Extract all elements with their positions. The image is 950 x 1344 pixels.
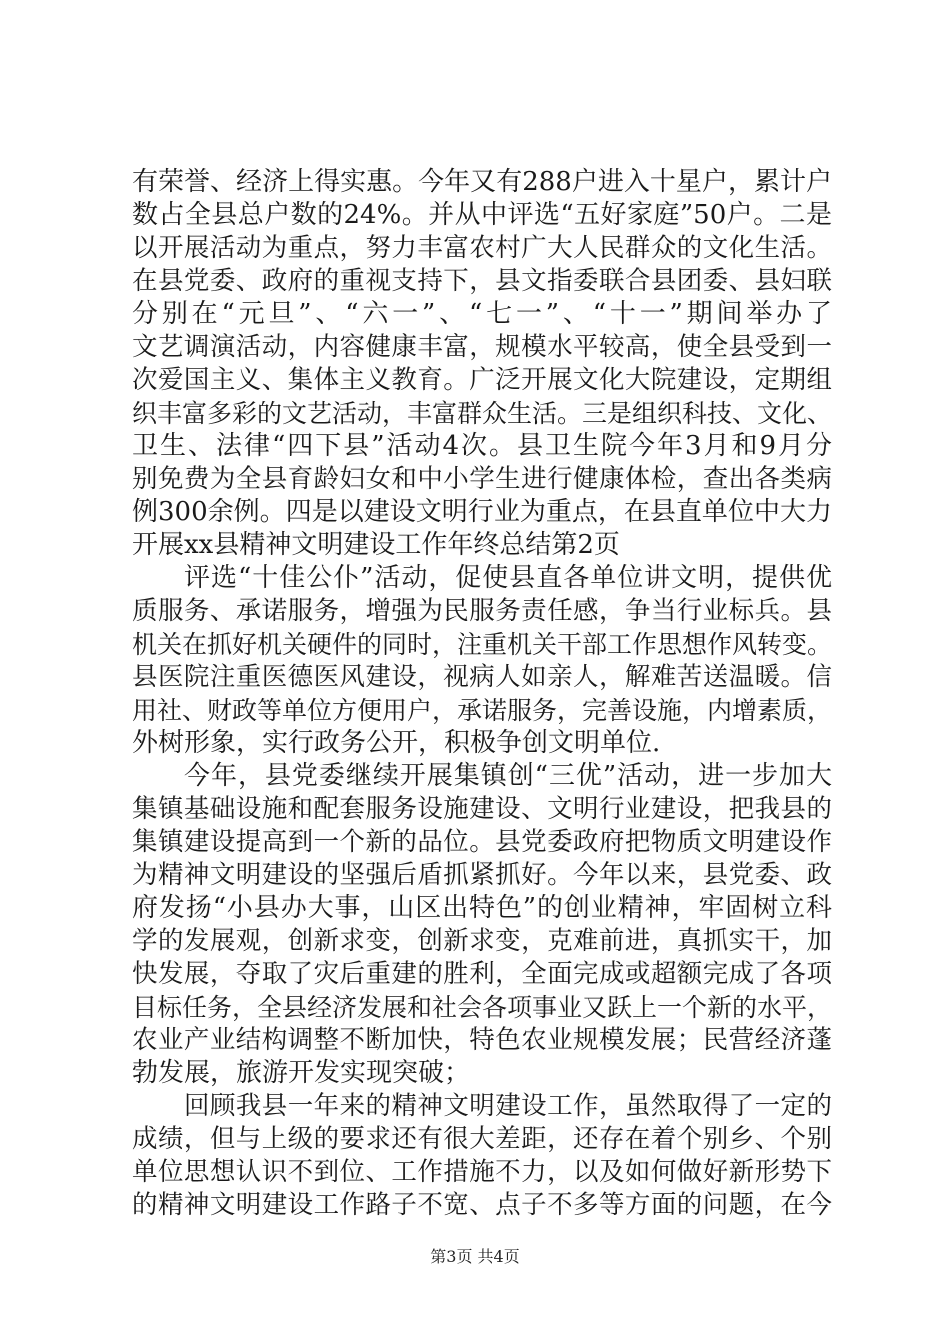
text-line: 农业产业结构调整不断加快，特色农业规模发展；民营经济蓬 [132, 1025, 832, 1055]
text-line: 数占全县总户数的24%。并从中评选“五好家庭”50户。二是 [132, 200, 832, 230]
text-line: 单位思想认识不到位、工作措施不力，以及如何做好新形势下 [132, 1157, 832, 1187]
paragraph-first-line: 今年，县党委继续开展集镇创“三优”活动，进一步加大 [184, 761, 832, 791]
text-line: 县医院注重医德医风建设，视病人如亲人，解难苦送温暖。信 [132, 662, 832, 692]
text-line: 分别在“元旦”、“六一”、“七一”、“十一”期间举办了 [132, 299, 832, 329]
text-line: 机关在抓好机关硬件的同时，注重机关干部工作思想作风转变。 [132, 630, 832, 659]
text-line: 织丰富多彩的文艺活动，丰富群众生活。三是组织科技、文化、 [132, 399, 832, 428]
text-line: 目标任务，全县经济发展和社会各项事业又跃上一个新的水平， [132, 993, 832, 1022]
text-line: 学的发展观，创新求变，创新求变，克难前进，真抓实干，加 [132, 926, 832, 956]
text-line: 文艺调演活动，内容健康丰富，规模水平较高，使全县受到一 [132, 332, 832, 362]
text-line: 以开展活动为重点，努力丰富农村广大人民群众的文化生活。 [132, 233, 832, 263]
text-line: 集镇建设提高到一个新的品位。县党委政府把物质文明建设作 [132, 827, 832, 857]
text-line: 在县党委、政府的重视支持下，县文指委联合县团委、县妇联 [132, 266, 832, 296]
text-line: 府发扬“小县办大事，山区出特色”的创业精神，牢固树立科 [132, 893, 832, 923]
text-line: 卫生、法律“四下县”活动4次。县卫生院今年3月和9月分 [132, 431, 832, 461]
text-line: 用社、财政等单位方便用户，承诺服务，完善设施，内增素质， [132, 696, 832, 725]
text-line: 为精神文明建设的坚强后盾抓紧抓好。今年以来，县党委、政 [132, 860, 832, 890]
paragraph-first-line: 回顾我县一年来的精神文明建设工作，虽然取得了一定的 [184, 1091, 832, 1121]
text-line: 质服务、承诺服务，增强为民服务责任感，争当行业标兵。县 [132, 596, 832, 626]
text-line: 快发展，夺取了灾后重建的胜利，全面完成或超额完成了各项 [132, 959, 832, 989]
page-number: 第3页 共4页 [430, 1247, 520, 1266]
text-line: 外树形象，实行政务公开，积极争创文明单位. [132, 728, 661, 758]
text-line: 开展xx县精神文明建设工作年终总结第2页 [132, 530, 620, 560]
text-line: 勃发展，旅游开发实现突破； [132, 1058, 471, 1088]
text-line: 次爱国主义、集体主义教育。广泛开展文化大院建设，定期组 [132, 365, 832, 395]
text-line: 集镇基础设施和配套服务设施建设、文明行业建设，把我县的 [132, 794, 832, 824]
text-line: 有荣誉、经济上得实惠。今年又有288户进入十星户，累计户 [132, 167, 832, 197]
text-line: 成绩，但与上级的要求还有很大差距，还存在着个别乡、个别 [132, 1124, 832, 1154]
text-line: 别免费为全县育龄妇女和中小学生进行健康体检，查出各类病 [132, 464, 832, 494]
body-text [132, 166, 832, 1222]
text-line: 例300余例。四是以建设文明行业为重点，在县直单位中大力 [132, 497, 832, 527]
page-footer [0, 1247, 950, 1267]
paragraph-first-line: 评选“十佳公仆”活动，促使县直各单位讲文明，提供优 [184, 563, 832, 593]
text-line: 的精神文明建设工作路子不宽、点子不多等方面的问题，在今 [132, 1190, 832, 1220]
